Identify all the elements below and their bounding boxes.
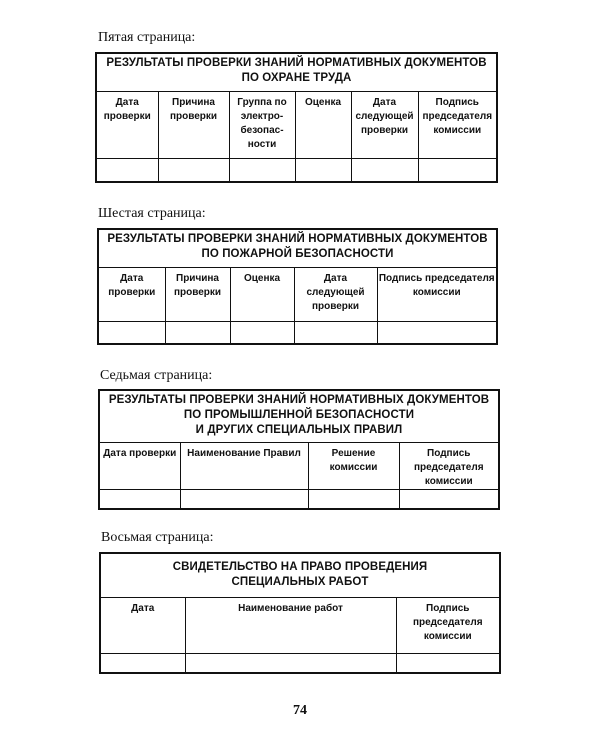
blank-cell	[185, 653, 396, 672]
blank-cell	[418, 158, 496, 181]
section-label-sixth-page: Шестая страница:	[98, 206, 206, 221]
column-header: Оценка	[230, 268, 294, 321]
title-line: И ДРУГИХ СПЕЦИАЛЬНЫХ ПРАВИЛ	[195, 424, 403, 436]
title-line: РЕЗУЛЬТАТЫ ПРОВЕРКИ ЗНАНИЙ НОРМАТИВНЫХ ДОКУМЕНТОВ	[107, 233, 488, 245]
column-header: Решение комиссии	[308, 443, 399, 490]
column-header: Группа по электро-безопас-ности	[229, 92, 295, 158]
column-header: Наименование работ	[185, 598, 396, 653]
blank-cell	[165, 321, 230, 343]
table-fire-safety	[97, 228, 498, 345]
title-line: ПО ПОЖАРНОЙ БЕЗОПАСНОСТИ	[201, 248, 394, 260]
column-header: Причина проверки	[165, 268, 230, 321]
column-header: Причина проверки	[158, 92, 229, 158]
table-labor-safety	[95, 52, 498, 183]
header-row	[99, 268, 496, 321]
results-table	[101, 598, 499, 672]
blank-cell	[180, 490, 308, 510]
blank-cell	[308, 490, 399, 510]
table-industrial-safety	[98, 389, 500, 510]
title-line: ПО ОХРАНЕ ТРУДА	[241, 72, 352, 84]
title-line: СПЕЦИАЛЬНЫХ РАБОТ	[231, 576, 369, 588]
column-header: Оценка	[295, 92, 351, 158]
table-row	[99, 321, 496, 343]
blank-cell	[377, 321, 496, 343]
column-header: Дата	[101, 598, 185, 653]
column-header: Подпись председателя комиссии	[377, 268, 496, 321]
blank-cell	[294, 321, 377, 343]
table-title	[100, 391, 498, 443]
title-line: РЕЗУЛЬТАТЫ ПРОВЕРКИ ЗНАНИЙ НОРМАТИВНЫХ ДОКУМЕНТОВ	[106, 57, 487, 69]
column-header: Дата следующей проверки	[351, 92, 418, 158]
column-header: Подпись председателя комиссии	[396, 598, 499, 653]
blank-cell	[351, 158, 418, 181]
column-header: Подпись председателя комиссии	[418, 92, 496, 158]
column-header: Дата следующей проверки	[294, 268, 377, 321]
table-row	[100, 490, 498, 510]
results-table	[99, 268, 496, 343]
blank-cell	[229, 158, 295, 181]
column-header: Дата проверки	[99, 268, 165, 321]
blank-cell	[101, 653, 185, 672]
blank-cell	[97, 158, 158, 181]
column-header: Наименование Правил	[180, 443, 308, 490]
page-number: 74	[293, 703, 307, 718]
blank-cell	[396, 653, 499, 672]
results-table	[100, 443, 498, 510]
title-line: РЕЗУЛЬТАТЫ ПРОВЕРКИ ЗНАНИЙ НОРМАТИВНЫХ ДОКУМЕНТОВ	[108, 394, 490, 406]
header-row	[100, 443, 498, 490]
table-row	[97, 158, 496, 181]
blank-cell	[230, 321, 294, 343]
table-title	[101, 554, 499, 598]
table-title	[99, 230, 496, 268]
section-label-eighth-page: Восьмая страница:	[101, 530, 214, 545]
blank-cell	[99, 321, 165, 343]
blank-cell	[399, 490, 498, 510]
header-row	[97, 92, 496, 158]
results-table	[97, 92, 496, 181]
blank-cell	[100, 490, 180, 510]
table-title	[97, 54, 496, 92]
column-header: Дата проверки	[97, 92, 158, 158]
title-line: СВИДЕТЕЛЬСТВО НА ПРАВО ПРОВЕДЕНИЯ	[172, 561, 428, 573]
table-special-works-certificate	[99, 552, 501, 674]
section-label-fifth-page: Пятая страница:	[98, 30, 196, 45]
column-header: Дата проверки	[100, 443, 180, 490]
section-label-seventh-page: Седьмая страница:	[100, 368, 213, 383]
header-row	[101, 598, 499, 653]
column-header: Подпись председателя комиссии	[399, 443, 498, 490]
blank-cell	[158, 158, 229, 181]
blank-cell	[295, 158, 351, 181]
title-line: ПО ПРОМЫШЛЕННОЙ БЕЗОПАСНОСТИ	[183, 409, 415, 421]
table-row	[101, 653, 499, 672]
